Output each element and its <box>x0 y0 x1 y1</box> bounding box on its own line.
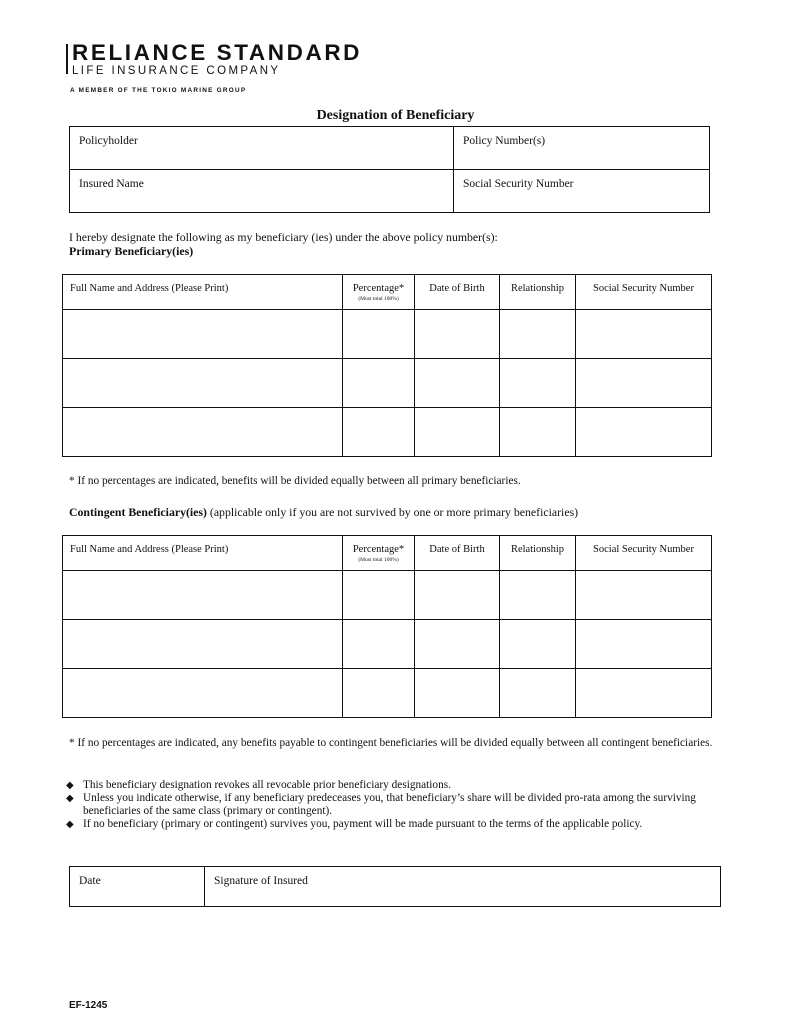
col-header-relationship: Relationship <box>500 536 576 571</box>
contingent-heading-line <box>69 505 578 520</box>
policy-numbers-label: Policy Number(s) <box>463 135 546 147</box>
table-row <box>63 669 712 718</box>
percentage-label: Percentage* <box>352 283 405 294</box>
percentage-note: (Must total 100%) <box>358 557 399 563</box>
col-header-ssn: Social Security Number <box>576 536 712 571</box>
col-header-ssn: Social Security Number <box>576 275 712 310</box>
col-header-name: Full Name and Address (Please Print) <box>63 536 343 571</box>
contingent-3-relationship[interactable] <box>500 669 576 718</box>
insured-ssn-label: Social Security Number <box>463 178 574 190</box>
primary-heading: Primary Beneficiary(ies) <box>69 244 194 258</box>
date-field[interactable] <box>70 867 205 907</box>
primary-3-dob[interactable] <box>415 408 500 457</box>
primary-1-relationship[interactable] <box>500 310 576 359</box>
primary-2-dob[interactable] <box>415 359 500 408</box>
contingent-2-dob[interactable] <box>415 620 500 669</box>
contingent-1-ssn[interactable] <box>576 571 712 620</box>
terms-list <box>66 779 726 831</box>
contingent-3-ssn[interactable] <box>576 669 712 718</box>
signature-table <box>69 866 721 907</box>
contingent-3-dob[interactable] <box>415 669 500 718</box>
terms-item-text: This beneficiary designation revokes all revocable prior beneficiary designations. <box>83 779 451 791</box>
terms-item <box>66 779 726 792</box>
primary-2-percentage[interactable] <box>343 359 415 408</box>
date-label: Date <box>79 875 101 887</box>
contingent-3-name[interactable] <box>63 669 343 718</box>
contingent-2-relationship[interactable] <box>500 620 576 669</box>
contingent-2-ssn[interactable] <box>576 620 712 669</box>
col-header-name: Full Name and Address (Please Print) <box>63 275 343 310</box>
contingent-1-relationship[interactable] <box>500 571 576 620</box>
terms-item <box>66 792 726 818</box>
contingent-1-name[interactable] <box>63 571 343 620</box>
contingent-1-dob[interactable] <box>415 571 500 620</box>
logo-bar <box>66 44 68 74</box>
signature-field[interactable] <box>205 867 721 907</box>
terms-item <box>66 818 726 831</box>
policyholder-field[interactable] <box>70 127 454 170</box>
primary-2-name[interactable] <box>63 359 343 408</box>
contingent-heading: Contingent Beneficiary(ies) <box>69 505 207 519</box>
company-logo-name: RELIANCE STANDARD <box>72 40 363 65</box>
primary-3-ssn[interactable] <box>576 408 712 457</box>
signature-label: Signature of Insured <box>214 875 308 887</box>
primary-footnote: * If no percentages are indicated, benefits will be divided equally between all primary beneficiaries. <box>69 475 521 487</box>
diamond-bullet-icon: ◆ <box>66 793 74 804</box>
terms-item-text: If no beneficiary (primary or contingent) survives you, payment will be made pursuant to the terms of the applicable policy. <box>83 818 643 830</box>
percentage-note: (Must total 100%) <box>358 296 399 302</box>
primary-1-ssn[interactable] <box>576 310 712 359</box>
diamond-bullet-icon: ◆ <box>66 819 74 830</box>
table-header-row <box>63 275 712 310</box>
primary-1-percentage[interactable] <box>343 310 415 359</box>
table-row <box>63 408 712 457</box>
policy-info-table <box>69 126 710 213</box>
primary-3-name[interactable] <box>63 408 343 457</box>
primary-1-dob[interactable] <box>415 310 500 359</box>
contingent-3-percentage[interactable] <box>343 669 415 718</box>
page-title: Designation of Beneficiary <box>316 108 475 123</box>
primary-2-ssn[interactable] <box>576 359 712 408</box>
primary-1-name[interactable] <box>63 310 343 359</box>
contingent-2-name[interactable] <box>63 620 343 669</box>
table-row <box>63 571 712 620</box>
company-logo-member: A MEMBER OF THE TOKIO MARINE GROUP <box>70 87 247 94</box>
col-header-percentage <box>343 536 415 571</box>
table-row <box>63 620 712 669</box>
table-row <box>63 310 712 359</box>
company-logo-subtitle: LIFE INSURANCE COMPANY <box>72 65 281 77</box>
primary-3-percentage[interactable] <box>343 408 415 457</box>
insured-name-field[interactable] <box>70 170 454 213</box>
contingent-beneficiary-table <box>62 535 712 718</box>
col-header-relationship: Relationship <box>500 275 576 310</box>
contingent-footnote: * If no percentages are indicated, any benefits payable to contingent beneficiaries will be divided equally between all contingent beneficiaries. <box>69 737 713 749</box>
policyholder-label: Policyholder <box>79 135 138 147</box>
insured-ssn-field[interactable] <box>454 170 710 213</box>
terms-item-text: Unless you indicate otherwise, if any beneficiary predeceases you, that beneficiary’s share will be divided pro-rata among the surviving beneficiaries of the same class (primary or contingent). <box>83 792 696 817</box>
contingent-2-percentage[interactable] <box>343 620 415 669</box>
col-header-percentage <box>343 275 415 310</box>
percentage-label: Percentage* <box>352 544 405 555</box>
table-row <box>63 359 712 408</box>
col-header-dob: Date of Birth <box>415 275 500 310</box>
table-header-row <box>63 536 712 571</box>
primary-2-relationship[interactable] <box>500 359 576 408</box>
diamond-bullet-icon: ◆ <box>66 780 74 791</box>
contingent-heading-note: (applicable only if you are not survived by one or more primary beneficiaries) <box>209 505 579 519</box>
insured-name-label: Insured Name <box>79 178 144 190</box>
contingent-1-percentage[interactable] <box>343 571 415 620</box>
policy-numbers-field[interactable] <box>454 127 710 170</box>
form-code: EF-1245 <box>69 1000 108 1011</box>
intro-text: I hereby designate the following as my beneficiary (ies) under the above policy number(s): <box>69 230 498 244</box>
primary-3-relationship[interactable] <box>500 408 576 457</box>
primary-beneficiary-table <box>62 274 712 457</box>
col-header-dob: Date of Birth <box>415 536 500 571</box>
